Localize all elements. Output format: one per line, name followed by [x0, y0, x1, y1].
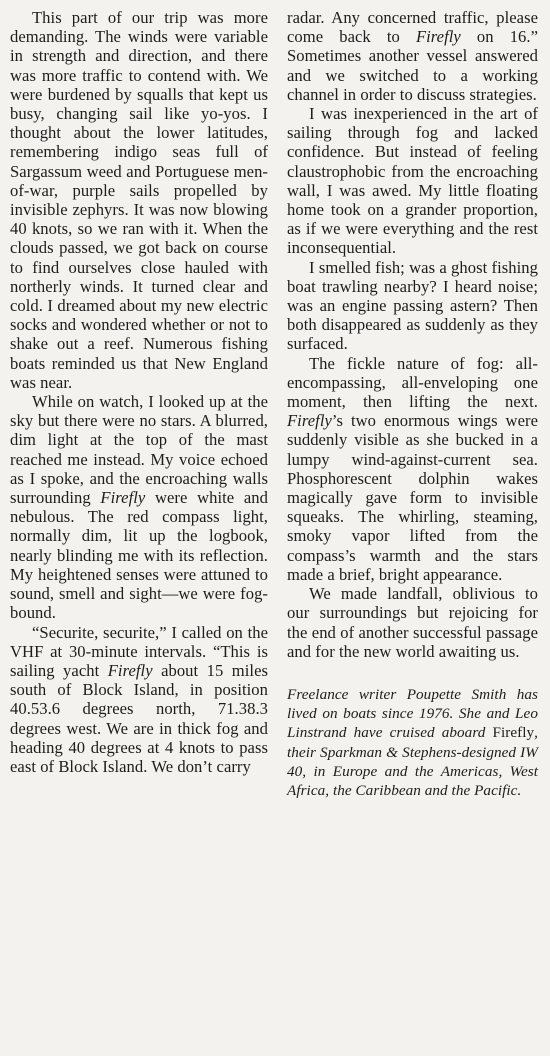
paragraph-securite-call — [10, 623, 268, 777]
paragraph-continued-before: radar. Any concerned traffic, please come back to — [287, 8, 538, 47]
left-column — [10, 8, 268, 776]
paragraph-landfall: We made landfall, oblivious to our surroundings but rejoicing for the end of another successful passage and for the new world awaiting us. — [287, 584, 538, 661]
right-column — [287, 8, 538, 800]
boat-name: Firefly — [492, 724, 535, 742]
paragraph-fickle-after: ’s two enormous wings were suddenly visible as she bucked in a lumpy wind-against-current sea. Phosphorescent dolphin wakes magically gave form to invisible squeaks. The whirling, steaming, smoky vapor lifted from the compass’s warmth and the stars made a brief, bright appearance. — [287, 411, 538, 584]
paragraph-squalls: This part of our trip was more demanding. The winds were variable in strength and direction, and there was more traffic to contend with. We were burdened by squalls that kept us busy, changing sail like yo-yos. I thought about the lower latitudes, remembering indigo seas full of Sargassum weed and Portuguese men-of-war, purple sails propelled by invisible zephyrs. It was now blowing 40 knots, so we ran with it. When the clouds passed, we got back on course to find ourselves close hauled with northerly winds. It turned clear and cold. I dreamed about my new electric socks and wondered whether or not to shake out a reef. Numerous fishing boats reminded us that New England was near. — [10, 8, 268, 392]
paragraph-inexperienced: I was inexperienced in the art of sailing through fog and lacked confidence. But instead of feeling claustrophobic from the encroaching wall, I was awed. My little floating home took on a grander proportion, as if we were everything and the rest inconsequential. — [287, 104, 538, 258]
author-bio — [287, 685, 538, 800]
author-bio-part1: Freelance writer Poupette Smith has lived on boats since 1976. She and Leo Linstrand have cruised aboard — [287, 685, 538, 742]
author-bio-part2: , their Sparkman & Stephens-designed IW 40, in Europe and the Americas, West Africa, the Caribbean and the Pacific. — [287, 724, 538, 799]
paragraph-securite-after: about 15 miles south of Block Island, in position 40.53.6 degrees north, 71.38.3 degrees west. We are in thick fog and heading 40 degrees at 4 knots to pass east of Block Island. We don’t carry — [10, 660, 269, 776]
boat-name: Firefly — [287, 411, 332, 431]
paragraph-fickle-before: The fickle nature of fog: all-encompassing, all-enveloping one moment, then lifting the next. — [287, 353, 538, 412]
paragraph-securite-before: “Securite, securite,” I called on the VHF at 30-minute intervals. “This is sailing yacht — [10, 622, 268, 680]
paragraph-securite-continued — [287, 8, 538, 104]
paragraph-fog-watch-after: were white and nebulous. The red compass light, normally dim, lit up the logbook, nearly blinding me with its reflection. My heightened senses were attuned to sound, smell and sight—we were fog-bound. — [10, 488, 268, 623]
paragraph-fog-watch — [10, 392, 268, 622]
boat-name: Firefly — [100, 488, 146, 508]
paragraph-continued-after: on 16.” Sometimes another vessel answered and we switched to a working channel in order to discuss strategies. — [287, 27, 539, 104]
paragraph-fog-watch-before: While on watch, I looked up at the sky but there were no stars. A blurred, dim light at the top of the mast reached me instead. My voice echoed as I spoke, and the encroaching walls surrounding — [10, 392, 268, 508]
paragraph-fickle-fog — [287, 354, 538, 584]
boat-name: Firefly — [107, 660, 153, 680]
paragraph-smelled-fish: I smelled fish; was a ghost fishing boat trawling nearby? I heard noise; was an engine passing astern? Then both disappeared as suddenly as they surfaced. — [287, 257, 538, 354]
boat-name: Firefly — [415, 27, 461, 47]
